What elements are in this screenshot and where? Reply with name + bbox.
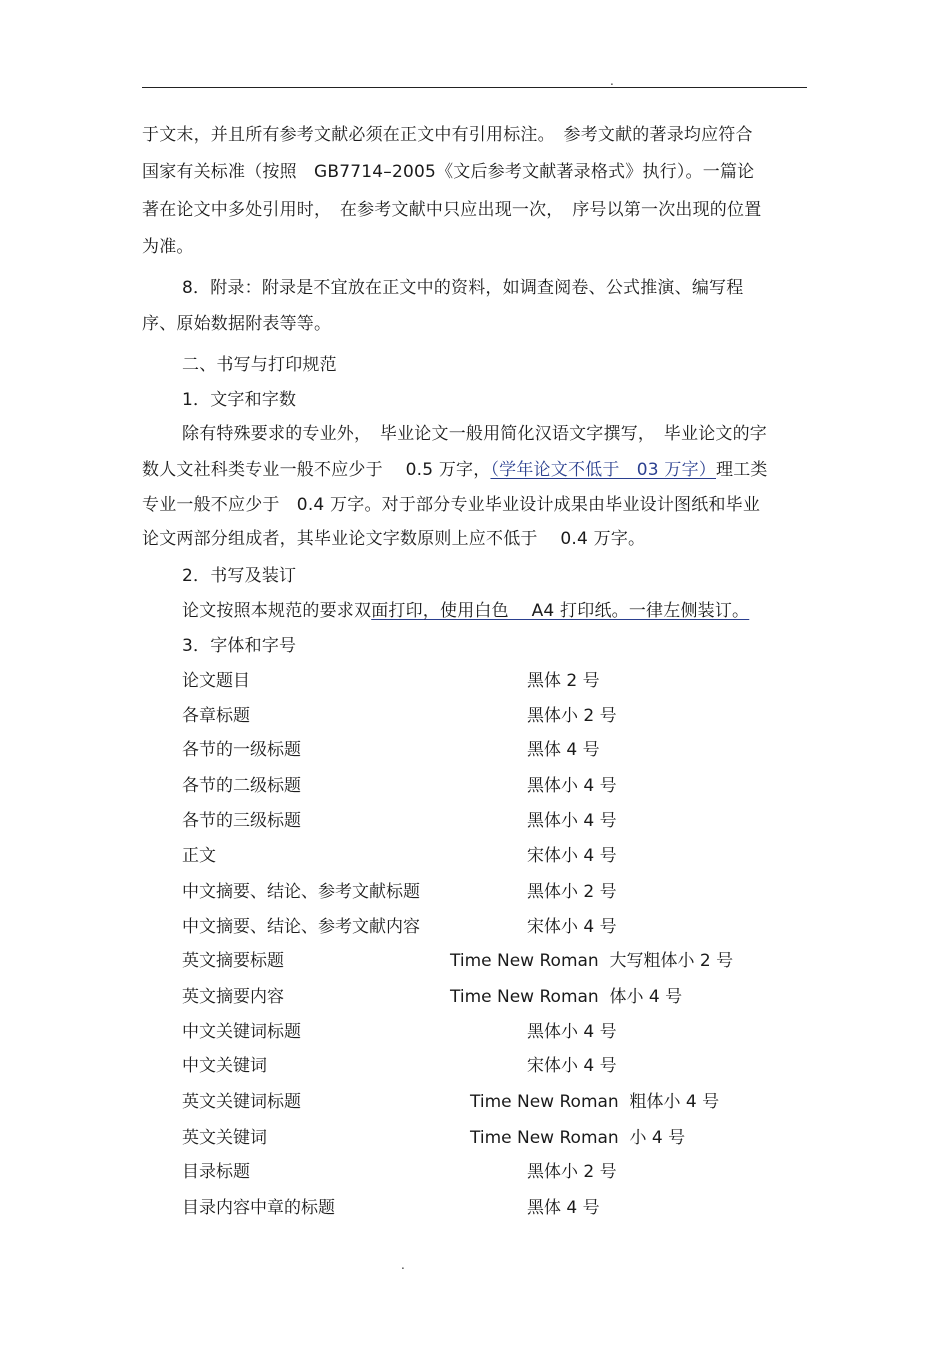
font-table-value: 宋体小 4 号 (527, 917, 617, 937)
font-table-value: 黑体小 4 号 (527, 1022, 617, 1042)
font-table-label: 英文摘要标题 (182, 951, 284, 971)
refs-line-2: 国家有关标准（按照 GB7714–2005《文后参考文献著录格式》执行）。一篇论 (142, 162, 755, 182)
refs-line-4: 为准。 (142, 237, 194, 257)
section-title: 二、书写与打印规范 (182, 355, 337, 375)
font-table-value: Time New Roman 体小 4 号 (450, 987, 683, 1007)
footer-dot: . (401, 1258, 405, 1272)
font-table-label: 目录标题 (182, 1162, 250, 1182)
academic-thesis-note: （学年论文不低于 03 万字） (490, 460, 716, 480)
font-table-label: 各节的二级标题 (182, 776, 301, 796)
font-table-value: 黑体小 2 号 (527, 706, 617, 726)
binding-line (182, 600, 749, 622)
font-table-value: Time New Roman 小 4 号 (470, 1128, 686, 1148)
font-table-value: 宋体小 4 号 (527, 1056, 617, 1076)
font-table-value: 黑体 4 号 (527, 1198, 600, 1218)
words-line-2 (142, 459, 768, 481)
font-table-value: Time New Roman 粗体小 4 号 (470, 1092, 720, 1112)
font-table-label: 中文摘要、结论、参考文献内容 (182, 917, 420, 937)
appendix-line-1: 8．附录：附录是不宜放在正文中的资料，如调查阅卷、公式推演、编写程 (182, 278, 744, 298)
font-table-value: 宋体小 4 号 (527, 846, 617, 866)
font-table-label: 论文题目 (182, 671, 250, 691)
font-table-value: 黑体小 4 号 (527, 811, 617, 831)
words-line-3: 专业一般不应少于 0.4 万字。对于部分专业毕业设计成果由毕业设计图纸和毕业 (142, 495, 761, 515)
font-table-label: 英文关键词 (182, 1128, 267, 1148)
font-table-value: 黑体小 2 号 (527, 882, 617, 902)
font-table-label: 中文关键词 (182, 1056, 267, 1076)
font-table-label: 中文关键词标题 (182, 1022, 301, 1042)
font-table-label: 各节的三级标题 (182, 811, 301, 831)
words-line-2a: 数人文社科类专业一般不应少于 0.5 万字， (142, 460, 491, 480)
words-line-4: 论文两部分组成者，其毕业论文字数原则上应不低于 0.4 万字。 (142, 529, 646, 549)
font-table-value: 黑体 2 号 (527, 671, 600, 691)
font-table-label: 各节的一级标题 (182, 740, 301, 760)
appendix-line-2: 序、原始数据附表等等。 (142, 314, 332, 334)
font-table-value: 黑体小 2 号 (527, 1162, 617, 1182)
item-1-title: 1．文字和字数 (182, 390, 297, 410)
font-table-label: 目录内容中章的标题 (182, 1198, 335, 1218)
font-table-label: 各章标题 (182, 706, 250, 726)
refs-line-1: 于文末，并且所有参考文献必须在正文中有引用标注。 参考文献的著录均应符合 (142, 125, 753, 145)
refs-line-3: 著在论文中多处引用时， 在参考文献中只应出现一次， 序号以第一次出现的位置 (142, 200, 762, 220)
font-table-label: 英文关键词标题 (182, 1092, 301, 1112)
font-table-label: 正文 (182, 846, 216, 866)
header-dot: . (610, 74, 614, 88)
font-table-label: 英文摘要内容 (182, 987, 284, 1007)
binding-line-underlined: 面打印，使用白色 A4 打印纸。一律左侧装订。 (371, 601, 750, 621)
words-line-2c: 理工类 (716, 460, 768, 480)
item-3-title: 3．字体和字号 (182, 636, 297, 656)
font-table-value: 黑体小 4 号 (527, 776, 617, 796)
header-rule (142, 87, 807, 88)
font-table-value: 黑体 4 号 (527, 740, 600, 760)
binding-line-a: 论文按照本规范的要求双 (182, 601, 372, 621)
font-table-value: Time New Roman 大写粗体小 2 号 (450, 951, 734, 971)
item-2-title: 2．书写及装订 (182, 566, 297, 586)
font-table-label: 中文摘要、结论、参考文献标题 (182, 882, 420, 902)
words-line-1: 除有特殊要求的专业外， 毕业论文一般用简化汉语文字撰写， 毕业论文的字 (182, 424, 767, 444)
